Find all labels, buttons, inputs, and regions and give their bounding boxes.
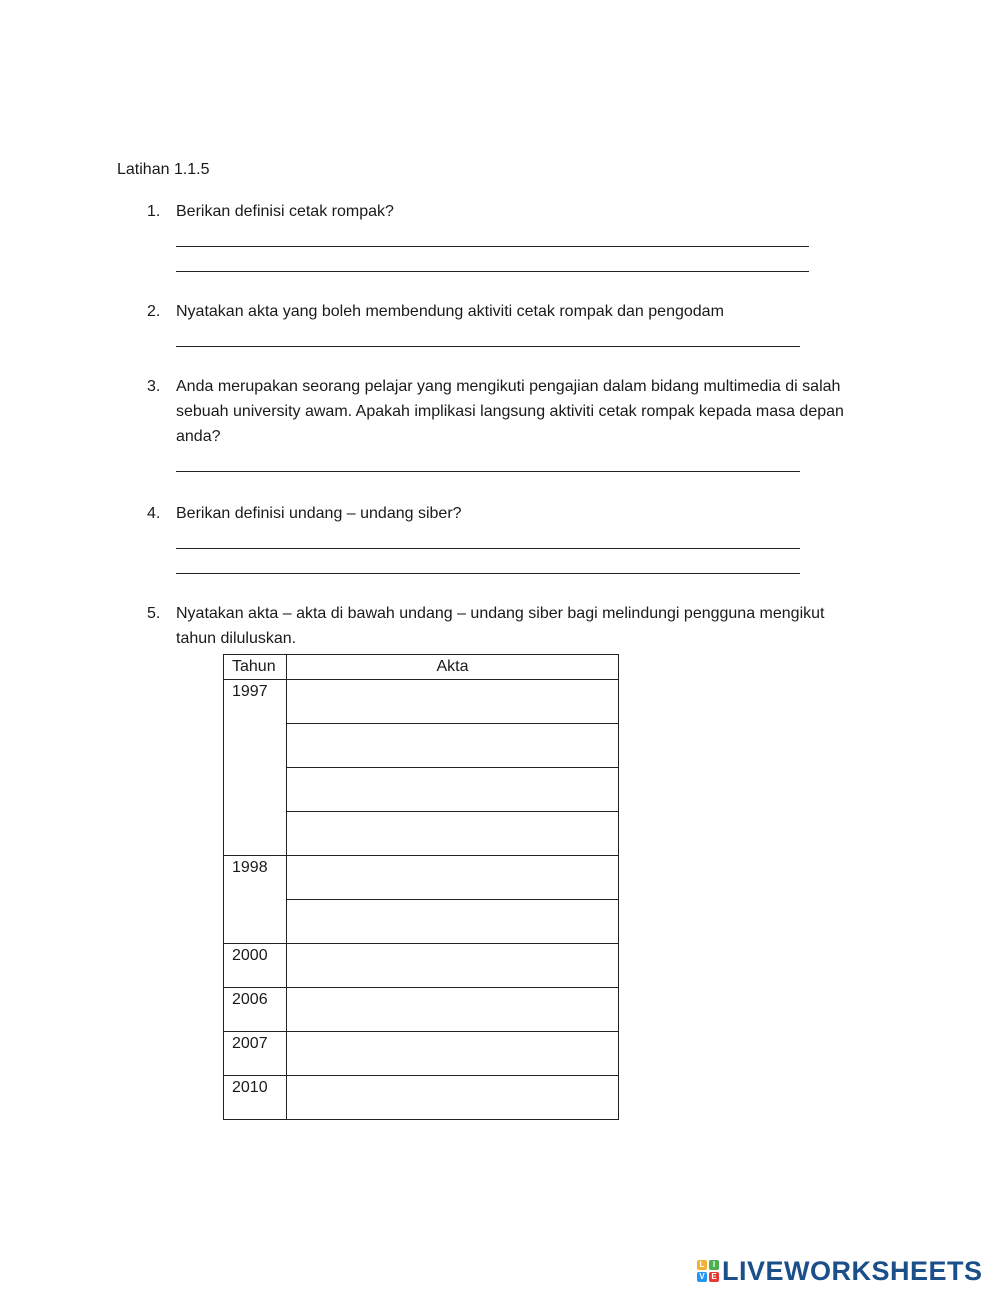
year-cell-2010: 2010 — [224, 1076, 287, 1120]
act-input-cell[interactable] — [287, 724, 619, 768]
question-1-number: 1. — [147, 203, 161, 220]
column-header-act: Akta — [287, 655, 619, 680]
answer-line-4a[interactable] — [176, 548, 800, 549]
year-cell-2006: 2006 — [224, 988, 287, 1032]
table-row — [224, 1032, 619, 1076]
logo-text: LIVEWORKSHEETS — [722, 1255, 983, 1286]
act-input-cell[interactable] — [287, 900, 619, 944]
question-3-line-3: anda? — [176, 428, 221, 445]
question-5-line-2: tahun diluluskan. — [176, 630, 297, 647]
liveworksheets-logo — [697, 1257, 983, 1285]
answer-line-4b[interactable] — [176, 573, 800, 574]
table-row — [224, 1076, 619, 1120]
act-input-cell[interactable] — [287, 1032, 619, 1076]
year-cell-1998: 1998 — [224, 856, 287, 944]
year-cell-2007: 2007 — [224, 1032, 287, 1076]
logo-letter: I — [709, 1260, 719, 1270]
question-5-number: 5. — [147, 605, 161, 622]
answer-line-1a[interactable] — [176, 246, 809, 247]
answer-line-1b[interactable] — [176, 271, 809, 272]
act-input-cell[interactable] — [287, 1076, 619, 1120]
act-input-cell[interactable] — [287, 680, 619, 724]
logo-letter: E — [709, 1272, 719, 1282]
year-cell-1997: 1997 — [224, 680, 287, 856]
question-3-number: 3. — [147, 378, 161, 395]
table-row — [224, 856, 619, 900]
acts-table — [223, 654, 619, 1120]
column-header-year: Tahun — [224, 655, 287, 680]
question-3-line-2: sebuah university awam. Apakah implikasi langsung aktiviti cetak rompak kepada masa depan — [176, 403, 844, 420]
answer-line-2[interactable] — [176, 346, 800, 347]
logo-mark-icon — [697, 1260, 719, 1282]
act-input-cell[interactable] — [287, 944, 619, 988]
logo-letter: L — [697, 1260, 707, 1270]
logo-letter: V — [697, 1272, 707, 1282]
act-input-cell[interactable] — [287, 812, 619, 856]
question-2-number: 2. — [147, 303, 161, 320]
exercise-title: Latihan 1.1.5 — [117, 161, 210, 178]
question-5-line-1: Nyatakan akta – akta di bawah undang – undang siber bagi melindungi pengguna mengikut — [176, 605, 825, 622]
act-input-cell[interactable] — [287, 856, 619, 900]
answer-line-3[interactable] — [176, 471, 800, 472]
act-input-cell[interactable] — [287, 988, 619, 1032]
table-row — [224, 680, 619, 724]
year-cell-2000: 2000 — [224, 944, 287, 988]
table-row — [224, 944, 619, 988]
act-input-cell[interactable] — [287, 768, 619, 812]
question-4-number: 4. — [147, 505, 161, 522]
table-header-row — [224, 655, 619, 680]
question-1-text: Berikan definisi cetak rompak? — [176, 203, 394, 220]
question-3-line-1: Anda merupakan seorang pelajar yang mengikuti pengajian dalam bidang multimedia di salah — [176, 378, 841, 395]
question-4-text: Berikan definisi undang – undang siber? — [176, 505, 462, 522]
table-row — [224, 988, 619, 1032]
question-2-text: Nyatakan akta yang boleh membendung aktiviti cetak rompak dan pengodam — [176, 303, 724, 320]
